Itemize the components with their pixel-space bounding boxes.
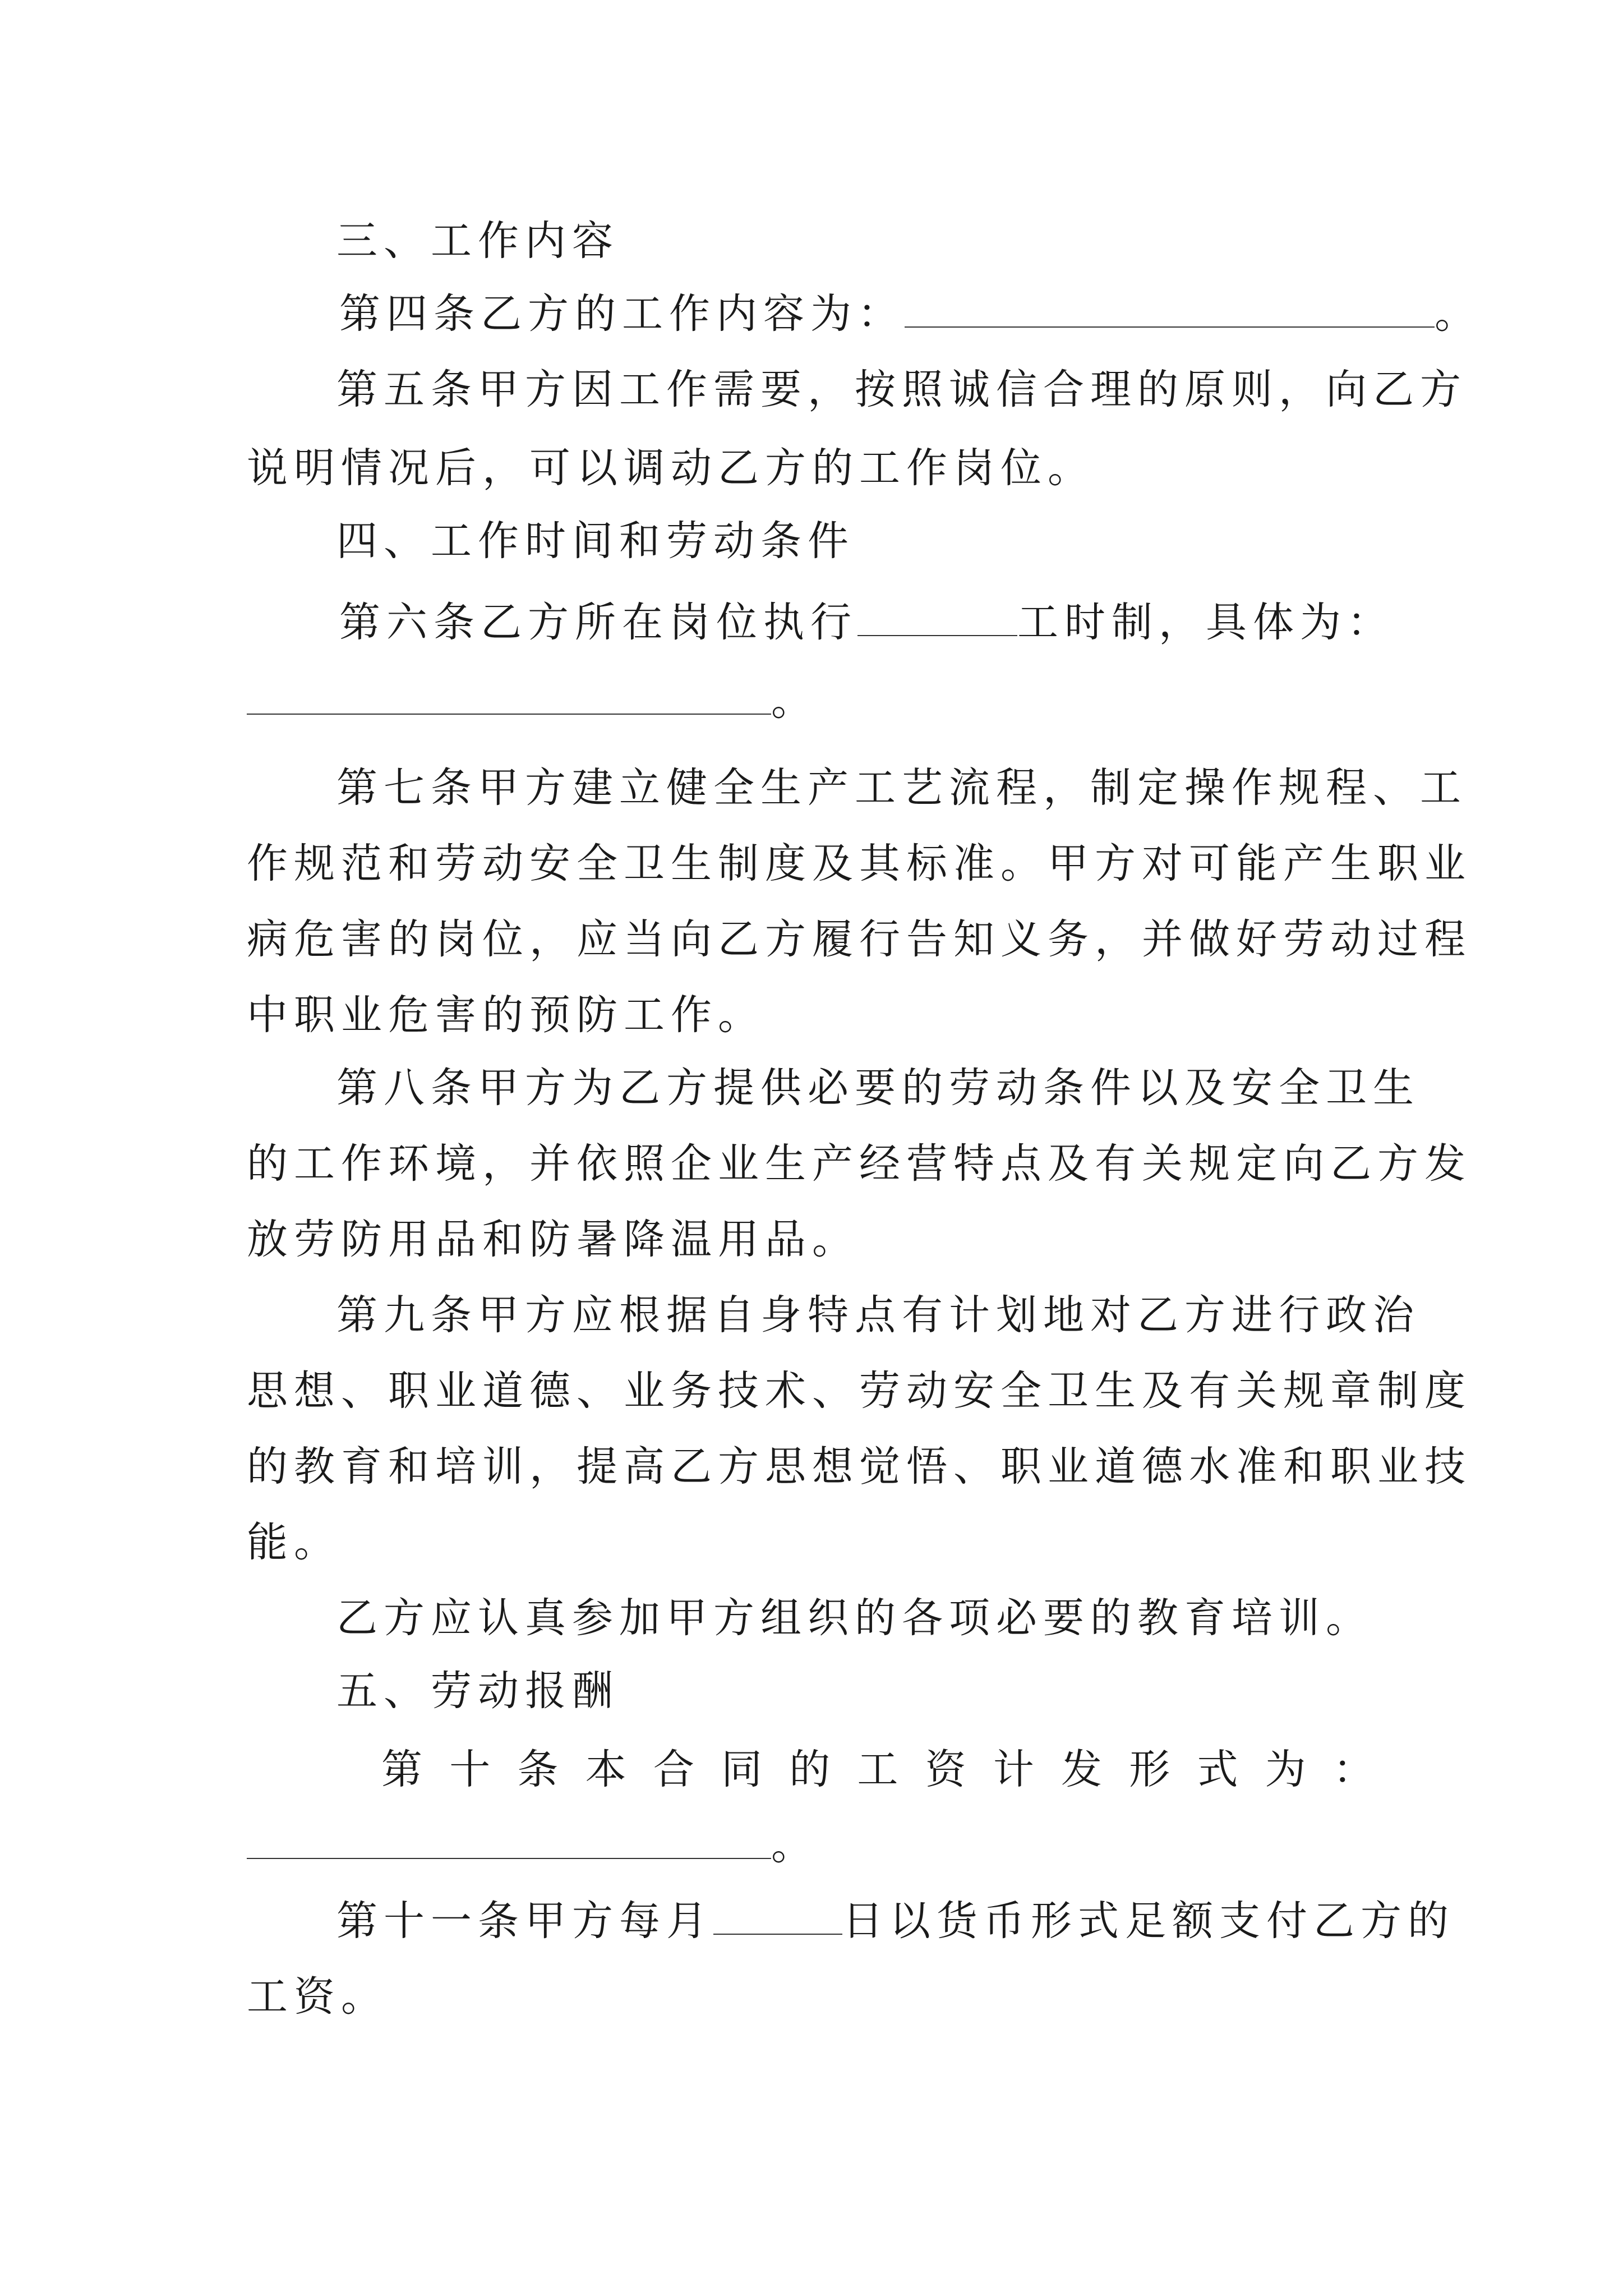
line-text: 第七条甲方建立健全生产工艺流程，制定操作规程、工 bbox=[336, 764, 1467, 812]
line-text: 工资。 bbox=[247, 1973, 388, 2021]
line-text: 的教育和培训，提高乙方思想觉悟、职业道德水准和职业技 bbox=[247, 1443, 1472, 1490]
article-7-line-2 bbox=[247, 836, 1472, 892]
article-9-line-2 bbox=[247, 1363, 1472, 1419]
section-heading-working-hours bbox=[336, 513, 855, 569]
line-text: 第五条甲方因工作需要，按照诚信合理的原则，向乙方 bbox=[336, 366, 1467, 413]
article-11-mid: 日以货币形式足额支付乙方的 bbox=[842, 1897, 1455, 1945]
heading-text: 三、工作内容 bbox=[336, 217, 619, 265]
article-10-char: 十 bbox=[449, 1746, 491, 1793]
article-10-char: 工 bbox=[857, 1746, 898, 1793]
article-10-char: 计 bbox=[993, 1746, 1034, 1793]
line-text: 中职业危害的预防工作。 bbox=[247, 991, 765, 1039]
article-5-line-2 bbox=[247, 440, 1095, 496]
article-7-line-3 bbox=[247, 912, 1472, 968]
article-10-char: 形 bbox=[1129, 1746, 1170, 1793]
article-6-mid: 工时制，具体为： bbox=[1017, 599, 1394, 646]
fill-in-blank-work-content[interactable] bbox=[905, 289, 1435, 328]
heading-text: 五、劳动报酬 bbox=[336, 1667, 619, 1715]
fill-in-blank-pay-day[interactable] bbox=[713, 1897, 842, 1935]
fill-in-blank-hours-system[interactable] bbox=[857, 598, 1017, 636]
article-7-line-4 bbox=[247, 987, 765, 1043]
article-10 bbox=[381, 1742, 1374, 1798]
article-10-char: 本 bbox=[585, 1746, 626, 1793]
article-9-line-3 bbox=[247, 1439, 1472, 1495]
article-10-char: 发 bbox=[1061, 1746, 1103, 1793]
article-8-line-1 bbox=[336, 1060, 1420, 1116]
line-text: 的工作环境，并依照企业生产经营特点及有关规定向乙方发 bbox=[247, 1140, 1472, 1188]
heading-text: 四、工作时间和劳动条件 bbox=[336, 517, 855, 565]
section-heading-remuneration bbox=[336, 1663, 619, 1719]
article-9-line-4 bbox=[247, 1515, 341, 1571]
article-6-line-2 bbox=[247, 673, 818, 729]
article-11-text: 第十一条甲方每月 bbox=[336, 1897, 713, 1945]
article-10-char: 的 bbox=[789, 1746, 831, 1793]
article-4-end: 。 bbox=[1435, 290, 1482, 338]
article-10-char: 资 bbox=[925, 1746, 966, 1793]
article-10-char: 式 bbox=[1197, 1746, 1238, 1793]
line-text: 能。 bbox=[247, 1519, 341, 1566]
line-text: 说明情况后，可以调动乙方的工作岗位。 bbox=[247, 444, 1095, 492]
article-10-char: 同 bbox=[721, 1746, 763, 1793]
article-7-line-1 bbox=[336, 760, 1467, 816]
article-10-end: 。 bbox=[771, 1821, 818, 1869]
article-4-text: 第四条乙方的工作内容为： bbox=[339, 290, 905, 338]
article-10-char: 第 bbox=[381, 1746, 422, 1793]
article-11-line-2 bbox=[247, 1969, 388, 2025]
section-heading-work-content bbox=[336, 213, 619, 269]
line-text: 作规范和劳动安全卫生制度及其标准。甲方对可能产生职业 bbox=[247, 840, 1472, 887]
line-text: 病危害的岗位，应当向乙方履行告知义务，并做好劳动过程 bbox=[247, 915, 1472, 963]
article-8-line-2 bbox=[247, 1136, 1472, 1192]
article-10-char: 条 bbox=[517, 1746, 559, 1793]
line-text: 放劳防用品和防暑降温用品。 bbox=[247, 1216, 859, 1263]
article-9-line-1 bbox=[336, 1287, 1420, 1343]
line-text: 第九条甲方应根据自身特点有计划地对乙方进行政治 bbox=[336, 1291, 1420, 1339]
line-text: 第八条甲方为乙方提供必要的劳动条件以及安全卫生 bbox=[336, 1064, 1420, 1112]
article-10-line-2 bbox=[247, 1818, 818, 1874]
article-6-text: 第六条乙方所在岗位执行 bbox=[339, 599, 857, 646]
fill-in-blank-wage-form[interactable] bbox=[247, 1821, 771, 1859]
article-10-char: 为 bbox=[1265, 1746, 1306, 1793]
line-text: 乙方应认真参加甲方组织的各项必要的教育培训。 bbox=[336, 1594, 1373, 1642]
article-10-char: ： bbox=[1332, 1746, 1374, 1793]
article-6 bbox=[339, 595, 1394, 651]
fill-in-blank-hours-detail[interactable] bbox=[247, 677, 771, 715]
line-text: 思想、职业道德、业务技术、劳动安全卫生及有关规章制度 bbox=[247, 1367, 1472, 1415]
article-4 bbox=[339, 286, 1482, 342]
training-paragraph bbox=[336, 1590, 1373, 1646]
article-10-char: 合 bbox=[653, 1746, 694, 1793]
article-6-end: 。 bbox=[771, 677, 818, 725]
article-8-line-3 bbox=[247, 1212, 859, 1268]
article-5-line-1 bbox=[336, 362, 1467, 418]
article-11 bbox=[336, 1893, 1455, 1949]
